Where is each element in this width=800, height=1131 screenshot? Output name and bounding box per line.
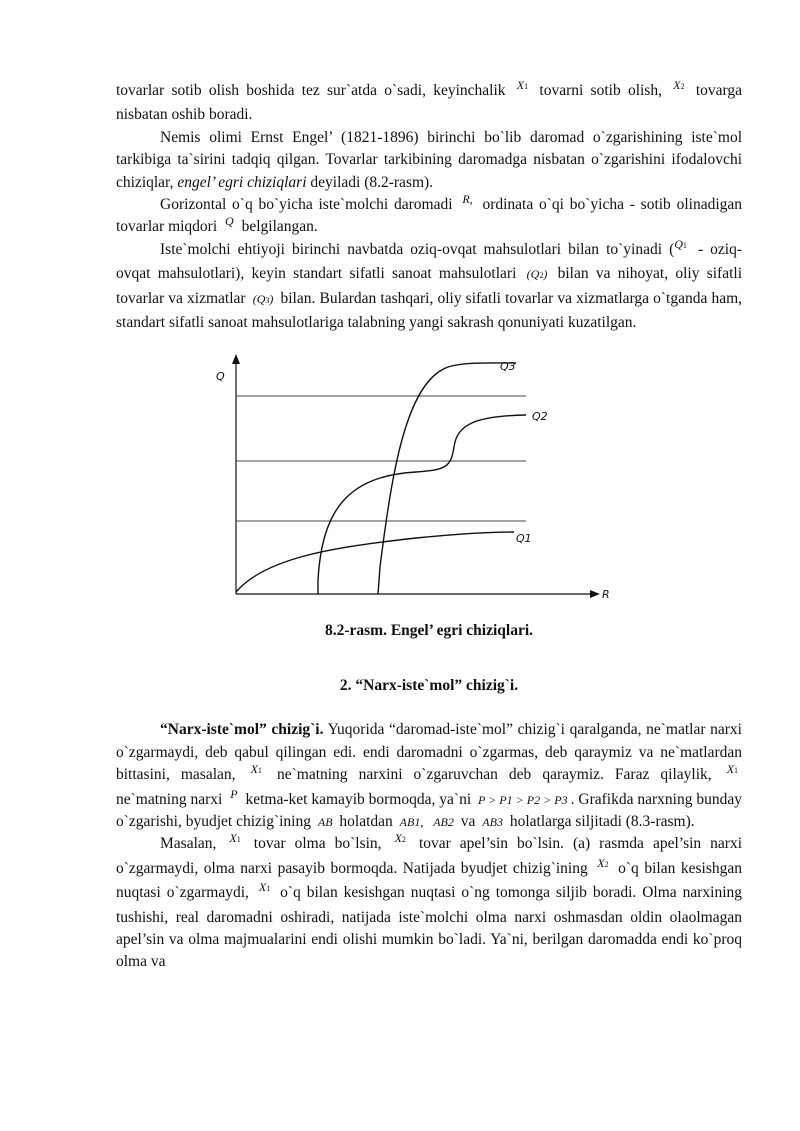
math-q1: Q1 [674, 236, 687, 251]
curve-label-q2: Q2 [532, 410, 548, 424]
text: o`q bilan kesishgan nuqtasi o`ng tomonga siljib boradi. Olma narxining tushishi, real daromadni oshiradi, natijada iste`molchi olma narxi oshmasdan oldin olaolmagan apel’sin va olma majmualarini endi olishi mumkin bo`ladi. Ya`ni, berilgan daromadda endi ko`proq olma va [116, 884, 743, 971]
math-ab1: AB1, [399, 814, 424, 829]
text: holatlarga siljitadi (8.3-rasm). [509, 812, 695, 830]
math-r: R, [462, 192, 473, 207]
math-x1: X1 [726, 762, 739, 777]
text: tovarga nisbatan oshib boradi. [116, 82, 743, 124]
math-p: P [230, 786, 238, 801]
paragraph-1 [116, 80, 742, 127]
emphasis-term: engel’ egri chiziqlari [177, 173, 307, 191]
bold-term: “Narx-iste`mol” chizig`i. [160, 721, 324, 739]
text: tovar olma bo`lsin, [253, 835, 382, 853]
text: . Grafikda narxning bunday o`zgarishi, byudjet chizig`ining [116, 790, 742, 830]
curve-q1 [236, 532, 514, 592]
text: deyiladi (8.2-rasm). [310, 173, 434, 191]
math-x1: X1 [516, 78, 529, 92]
math-x1: X1 [258, 880, 271, 895]
page-body [116, 80, 742, 974]
engel-curves-figure [116, 352, 742, 614]
text: ketma-ket kamayib bormoqda, ya`ni [245, 790, 472, 808]
text: o`q bilan kesishgan nuqtasi o`zgarmaydi, [116, 859, 742, 902]
text: tovar apel’sin bo`lsin. (a) rasmda apel’sin narxi o`zgarmaydi, olma narxi pasayib bormoqda. Natijada byudjet chizig`ining [116, 835, 743, 877]
text: Yuqorida “daromad-iste`mol” chizig`i qaralganda, ne`matlar narxi o`zgarmaydi, deb qabul qilingan edi. endi daromadni o`zgarmas, deb qaraymiz va ne`matlardan bittasini, masalan, [116, 721, 742, 784]
text: Nemis olimi Ernst Engel’ (1821-1896) birinchi bo`lib daromad o`zgarishining iste`mol tarkibiga ta`sirini tadqiq qilgan. Tovarlar tarkibining daromadga nisbatan o`zgarishini ifodalovchi chiziqlar, [116, 128, 742, 191]
text: bilan. Bulardan tashqari, oliy sifatli tovarlar va xizmatlarga o`tganda ham, standart sifatli sanoat mahsulotlariga talabning yangi sakrash qonuniyati kuzatilgan. [116, 289, 743, 332]
text: - oziq-ovqat mahsulotlari), keyin standart sifatli sanoat mahsulotlari [116, 240, 743, 283]
math-q: Q [225, 214, 234, 229]
paragraph-3 [116, 194, 742, 239]
curve-label-q1: Q1 [516, 532, 532, 546]
math-q3: (Q3) [252, 291, 274, 306]
text: ne`matning narxini o`zgaruvchan deb qaraymiz. Faraz qilaylik, [276, 766, 712, 784]
text: bilan va nihoyat, oliy sifatli tovarlar va xizmatlar [116, 265, 743, 307]
math-x1: X1 [229, 831, 241, 846]
math-ab: AB [317, 814, 333, 829]
math-x2: X2 [597, 855, 609, 870]
text: holatdan [339, 812, 393, 830]
paragraph-2 [116, 127, 742, 194]
figure-caption: 8.2-rasm. Engel’ egri chiziqlari. [324, 622, 534, 640]
math-ab2: AB2 [433, 814, 454, 829]
y-axis-label: Q [216, 370, 225, 384]
text: Iste`molchi ehtiyoji birinchi navbatda oziq-ovqat mahsulotlari bilan to`yinadi ( [160, 240, 675, 258]
math-inequality: P > P1 > P2 > P3 [478, 792, 568, 807]
y-axis-arrow [232, 354, 240, 364]
curve-q2 [318, 415, 526, 594]
text: Gorizontal o`q bo`yicha iste`molchi daromadi [160, 196, 453, 214]
text: va [460, 812, 476, 830]
engel-curves-svg [116, 352, 742, 614]
curve-label-q3: Q3 [500, 360, 516, 374]
curve-q3 [378, 363, 516, 594]
math-x2: X2 [673, 78, 685, 92]
text: tovarni sotib olish, [539, 82, 662, 99]
text: ne`matning narxi [116, 790, 223, 808]
text: Masalan, [160, 835, 217, 853]
paragraph-5 [116, 719, 742, 833]
math-x1: X1 [250, 762, 262, 777]
math-ab3: AB3 [482, 814, 503, 829]
math-q2: (Q2) [526, 267, 548, 282]
section-heading: 2. “Narx-iste`mol” chizig`i. [339, 676, 519, 694]
text: belgilangan. [241, 218, 318, 236]
paragraph-6 [116, 833, 742, 973]
text: tovarlar sotib olish boshida tez sur`atda o`sadi, keyinchalik [116, 82, 506, 99]
text: ordinata o`qi bo`yicha - sotib olinadigan tovarlar miqdori [116, 196, 743, 236]
math-x2: X2 [394, 831, 406, 846]
x-axis-arrow [590, 590, 600, 598]
paragraph-4 [116, 236, 743, 335]
x-axis-label: R [602, 588, 610, 602]
